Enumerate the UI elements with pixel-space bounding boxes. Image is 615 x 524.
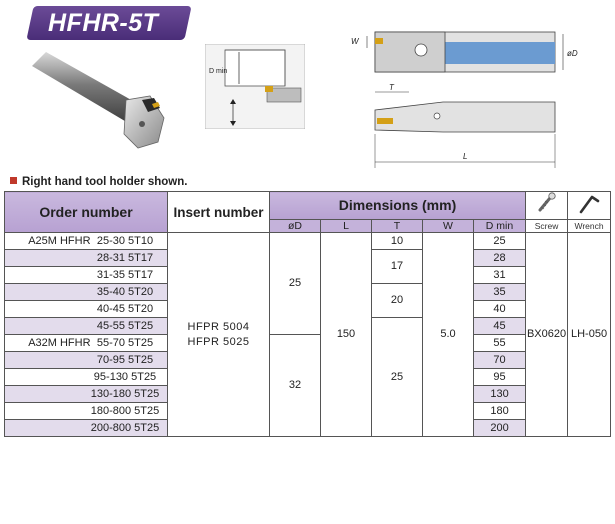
table-row: 70-95 5T25 [5,352,168,369]
tool-holder-photo [30,44,190,156]
d-min-cell: 55 [474,335,526,352]
insert-number-cell: HFPR 5004 HFPR 5025 [168,233,270,437]
table-row: 40-45 5T20 [5,301,168,318]
table-row: 130-180 5T25 [5,386,168,403]
t-cell: 20 [372,284,423,318]
table-row: A25M HFHR 25-30 5T10 [5,233,168,250]
table-row: 95-130 5T25 [5,369,168,386]
d-min-cell: 25 [474,233,526,250]
holder-note [10,175,187,189]
order-number-header: Order number [5,192,168,233]
technical-drawing [345,22,610,172]
table-row: 180-800 5T25 [5,403,168,420]
col-w: W [423,220,474,233]
table-row: 200-800 5T25 [5,420,168,437]
wrench-cell: LH-050 [568,233,611,437]
phi-d-cell: 32 [270,335,321,437]
screw-cell: BX0620 [526,233,568,437]
d-min-label: D min [209,68,228,75]
d-min-cell: 45 [474,318,526,335]
w-label: W [351,37,359,46]
col-t: T [372,220,423,233]
d-min-cell: 180 [474,403,526,420]
wrench-icon [576,192,602,214]
note-text: Right hand tool holder shown. [22,176,188,188]
table-row: 45-55 5T25 [5,318,168,335]
table-row: 28-31 5T17 [5,250,168,267]
d-min-cell: 28 [474,250,526,267]
table-row: 31-35 5T17 [5,267,168,284]
dimensions-header: Dimensions (mm) [270,192,526,220]
specification-table [4,191,611,437]
w-cell: 5.0 [423,233,474,437]
t-cell: 10 [372,233,423,250]
d-min-cell: 31 [474,267,526,284]
product-title: HFHR-5T [48,9,159,37]
d-min-cell: 95 [474,369,526,386]
screw-icon-cell [526,192,568,220]
screw-label: Screw [526,220,568,233]
d-min-cell: 40 [474,301,526,318]
t-label: T [389,83,394,92]
table-row: 35-40 5T20 [5,284,168,301]
table-row: A32M HFHR 55-70 5T25 [5,335,168,352]
phi-d-label: øD [567,49,578,58]
screw-icon [534,192,560,214]
wrench-icon-cell [568,192,611,220]
d-min-cell: 130 [474,386,526,403]
l-label: L [463,152,468,161]
t-cell: 25 [372,318,423,437]
d-min-cell: 70 [474,352,526,369]
col-d-min: D min [474,220,526,233]
l-cell: 150 [321,233,372,437]
col-phi-d: øD [270,220,321,233]
t-cell: 17 [372,250,423,284]
d-min-detail-diagram [205,44,305,129]
d-min-cell: 35 [474,284,526,301]
d-min-cell: 200 [474,420,526,437]
col-l: L [321,220,372,233]
wrench-label: Wrench [568,220,611,233]
phi-d-cell: 25 [270,233,321,335]
insert-number-header: Insert number [168,192,270,233]
note-marker-icon [10,177,17,184]
